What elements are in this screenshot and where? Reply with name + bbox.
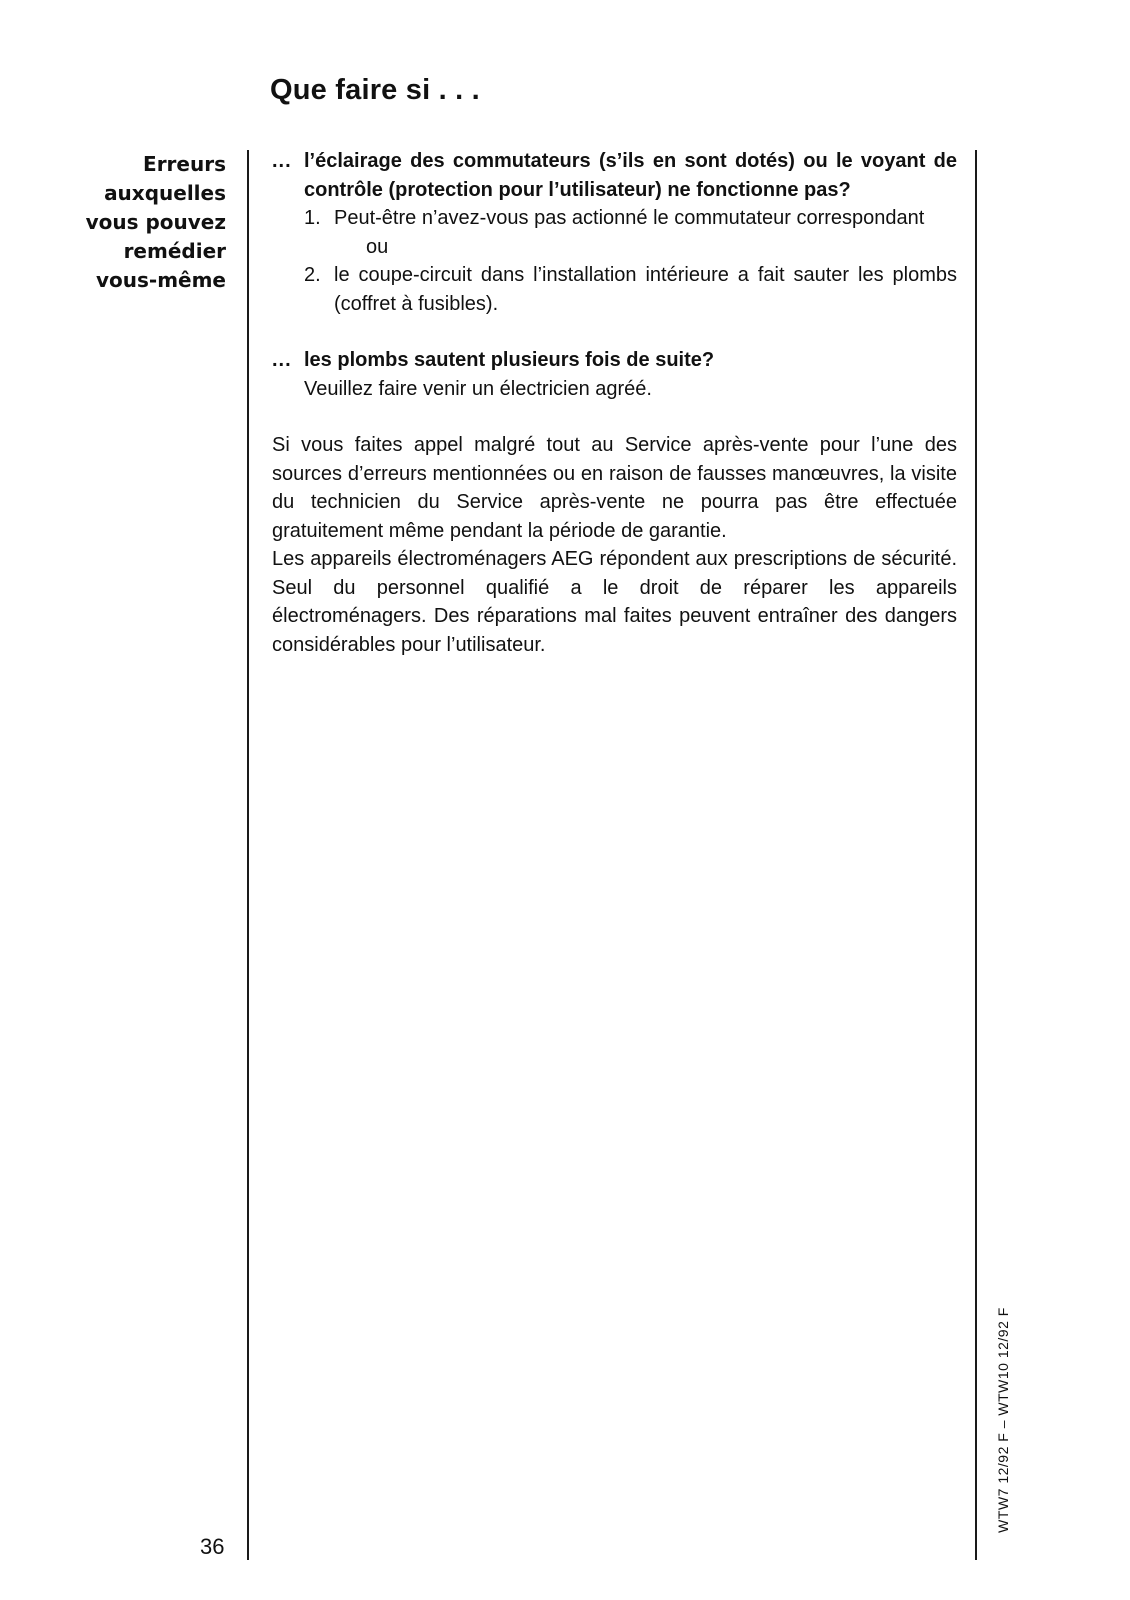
question-1-text: l’éclairage des commutateurs (s’ils en sont dotés) ou le voyant de contrôle (protection pour l’utilisateur) ne fonctionne pas? [304,150,957,201]
page-title: Que faire si . . . [270,74,480,106]
side-heading-line: remédier [123,239,226,263]
page-number: 36 [200,1534,225,1559]
list-item [304,261,957,318]
service-paragraph: Si vous faites appel malgré tout au Service après-vente pour l’une des sources d’erreurs mentionnées ou en raison de fausses manœuvres, la visite du technicien du Service après-vente ne pourra pas être effectuée gratuitement même pendant la période de garantie. [272,434,957,542]
question-2-text: les plombs sautent plusieurs fois de suite? [304,349,715,371]
cause-list [272,204,957,318]
main-content [272,147,957,659]
list-item-number: 1. [304,207,321,229]
side-heading-line: vous-même [95,268,226,292]
question-lead-dots: ... [272,150,292,172]
side-heading-line: vous pouvez [85,210,226,234]
side-heading-line: auxquelles [104,181,226,205]
question-lead-dots: ... [272,349,292,371]
side-heading-line: Erreurs [143,152,226,176]
list-item [304,204,957,233]
question-2 [272,346,957,375]
side-heading [46,150,226,295]
question-2-answer: Veuillez faire venir un électricien agréé. [304,377,652,400]
list-item-text: Peut-être n’avez-vous pas actionné le commutateur correspondant [334,207,925,229]
safety-paragraph: Les appareils électroménagers AEG répondent aux prescriptions de sécurité. Seul du personnel qualifié a le droit de réparer les appareils électroménagers. Des réparations mal faites peuvent entraîner des dangers considérables pour l’utilisateur. [272,548,957,656]
list-item-text: le coupe-circuit dans l’installation intérieure a fait sauter les plombs (coffret à fusibles). [334,264,957,315]
right-column-rule [975,150,977,1560]
question-1 [272,147,957,204]
list-item-number: 2. [304,264,321,286]
document-reference-text: WTW7 12/92 F – WTW10 12/92 F [995,1307,1011,1533]
left-column-rule [247,150,249,1560]
list-connector: ou [366,235,389,258]
